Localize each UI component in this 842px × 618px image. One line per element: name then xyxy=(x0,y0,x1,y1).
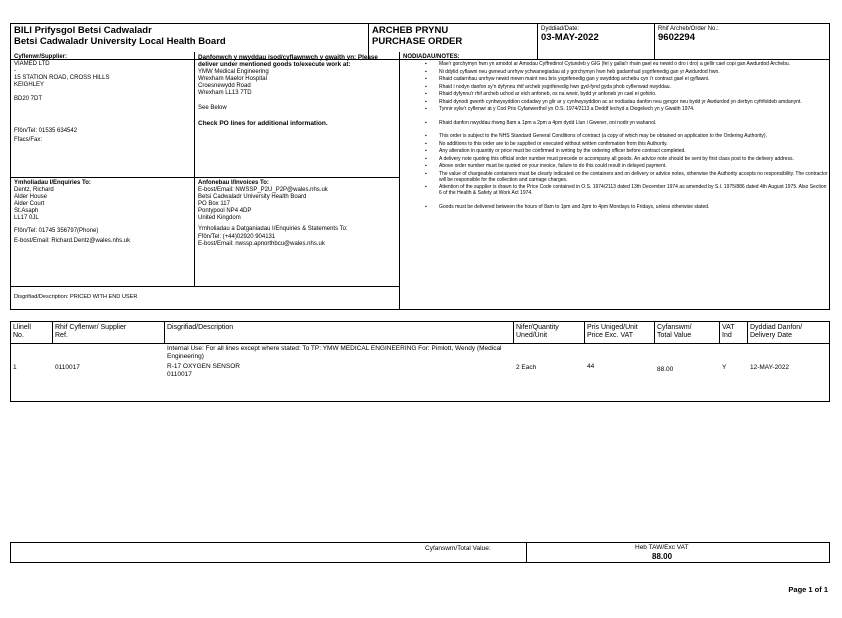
note-item: ▪ Rhaid dyfynnu'r rhif archeb uchod ar eich anfoneb, os na wneir, bydd yr anfoneb yn cael ei gohirio. xyxy=(403,91,828,97)
org-english: Betsi Cadwaladr University Local Health Board xyxy=(14,35,226,47)
date-label: Dyddiad/Date: xyxy=(541,26,580,32)
col-header-date: Dyddiad Danfon/ Delivery Date xyxy=(750,324,803,340)
notes-list-welsh-delivery xyxy=(403,120,828,126)
enquiries-section xyxy=(14,180,192,245)
invoices-heading: Anfonebau I/Invoices To: xyxy=(198,180,269,186)
col-header-total: Cyfanswm/ Total Value xyxy=(655,322,720,344)
row-description: R-17 OXYGEN SENSOR 0110017 xyxy=(167,363,240,378)
note-item: ▪ Mae'r gorchymyn hwn yn amodol ar Amodau Cyffredinol Cytundeb y GIG (fel y gallai'r rhain gael eu newid o dro i dro) a gellir cael copi gan Awdurdod Archebu. xyxy=(403,61,828,67)
supplier-heading: Cyflenwr/Supplier: xyxy=(14,54,68,60)
notes-list-english-delivery xyxy=(403,204,828,210)
delivery-section xyxy=(198,54,396,128)
table-row xyxy=(11,344,829,401)
col-header-price: Pris Uniged/Unit Price Exc. VAT xyxy=(585,322,655,344)
notes-list-english xyxy=(403,133,828,196)
enquiries-heading: Ymholiadau I/Enquiries To: xyxy=(14,180,91,186)
note-item: ▪ Rhaid danfon nwyddau rhwng 8am a 1pm a 2pm a 4pm dydd Llun i Gwener, oni nodir yn wahanol. xyxy=(403,120,828,126)
row-supplier-ref: 0110017 xyxy=(55,364,80,371)
note-item: ▪ Rhaid cadarnhau unrhyw newid mewn maint neu bris ysgrifenedig gan y swyddog archebu cyn i'r contract gael ei gyflawni. xyxy=(403,76,828,82)
row-line-number: 1 xyxy=(13,364,17,371)
divider-h2 xyxy=(11,286,399,287)
col-header-desc: Disgrifiad/Description xyxy=(165,322,514,344)
description-footer: Disgrifiad/Description: PRICED WITH END USER xyxy=(14,294,138,300)
doc-title-welsh: ARCHEB PRYNU xyxy=(372,25,449,36)
row-internal-use: Internal Use: For all lines except where stated: To TP: YMW MEDICAL ENGINEERING For: Pimlott, Wendy (Medical Engineering) xyxy=(167,345,502,360)
org-welsh: BILI Prifysgol Betsi Cadwaladr xyxy=(14,25,152,36)
table-header-row xyxy=(11,322,829,344)
notes-section xyxy=(403,54,828,211)
col-header-line: Llinell No. xyxy=(11,322,53,344)
col-header-ref: Rhif Cyflenwr/ Supplier Ref. xyxy=(53,322,165,344)
note-item: ▪ Tynnir sylw'r cyflenwr at y Cod Pris Cyfanwerthol yn O.S. 1974/2113 a Deddf Iechyd a Diogelwch yn y Gwaith 1974. xyxy=(403,106,828,112)
order-no-label: Rhif Archeb/Order No.: xyxy=(658,26,719,32)
enquiries-email: E-bost/Email: Richard.Dentz@wales.nhs.uk xyxy=(14,237,131,244)
divider-v2 xyxy=(399,52,400,309)
note-item: ▪ Rhaid i nodyn danfon sy'n dyfynnu rhif archeb ysgrifenedig hwn gyd-fynd gyda phob cyflenwad nwyddau. xyxy=(403,84,828,90)
supplier-section xyxy=(14,54,192,144)
row-total-value: 88.00 xyxy=(657,366,674,373)
note-item: ▪ A delivery note quoting this official order number must precede or accompany all goods. An advice note should be sent by first class post to the delivery address. xyxy=(403,156,828,162)
doc-title-english: PURCHASE ORDER xyxy=(372,35,463,47)
invoices-section xyxy=(198,180,396,248)
totals-vat-label: Heb TAW/Exc VAT xyxy=(635,544,689,551)
row-unit-price: 44 xyxy=(587,363,595,370)
supplier-phone: Ffôn/Tel: 01535 634542 xyxy=(14,127,78,134)
delivery-heading: Danfonwch y nwyddau isod/cyflawnwch y gwaith yn: Please deliver under mentioned goods to/execute work at: xyxy=(198,54,378,69)
note-item: ▪ The value of chargeable containers must be clearly indicated on the containers and on delivery or advice notes, otherwise the Authority accepts no responsibility. The contractor will be responsible for the collection and carriage charges. xyxy=(403,171,828,183)
enquiries-phone: Ffôn/Tel: 01745 356797(Phone) xyxy=(14,228,99,235)
totals-box xyxy=(10,542,830,563)
note-item: ▪ Goods must be delivered between the hours of 8am to 1pm and 2pm to 4pm Mondays to Fridays, unless otherwise stated. xyxy=(403,204,828,210)
row-quantity: 2 Each xyxy=(516,364,537,371)
divider-v1 xyxy=(194,52,195,286)
note-item: ▪ Attention of the supplier is drawn to the Price Code contained in O.S. 1974/2113 dated 13th December 1974 as amended by S.I. 1975/886 dated 4th August 1975. Also Section 6 of the Health & Safety at Work Act 1974. xyxy=(403,184,828,196)
supplier-address: VIAMED LTD - 15 STATION ROAD, CROSS HILLS KEIGHLEY BD20 7DT xyxy=(14,61,110,103)
delivery-check-lines: Check PO lines for additional information. xyxy=(198,120,328,128)
col-header-vat: VAT Ind xyxy=(720,322,748,344)
delivery-address: YMW Medical Engineering Wrexham Maelor Hospital Croesnewydd Road Wrexham LL13 7TD xyxy=(198,68,269,97)
divider-h1 xyxy=(11,177,399,178)
note-item: ▪ Any alteration in quantity or price must be confirmed in writing by the ordering officer before contract completed. xyxy=(403,148,828,154)
notes-list-welsh xyxy=(403,61,828,112)
address-block xyxy=(10,52,830,310)
note-item: ▪ Rhaid dynodi gwerth cynhwysyddion codadwy yn glir ar y cynhwysyddion ac ar nodiadau danfon neu gyngor neu bydd yr Awdurdod yn derbyn cyfrifoldeb amdanynt. xyxy=(403,99,828,105)
col-header-qty: Nifer/Quantity Uned/Unit xyxy=(514,322,585,344)
row-delivery-date: 12-MAY-2022 xyxy=(750,364,790,371)
row-vat-ind: Y xyxy=(722,364,727,371)
page-number: Page 1 of 1 xyxy=(788,585,828,594)
line-items-table xyxy=(10,321,830,402)
delivery-see-below: See Below xyxy=(198,105,227,112)
totals-value: 88.00 xyxy=(652,552,673,561)
note-item: ▪ Ni ddylid cyflawni neu gwneud unrhyw ychwanegiadau at y gorchymyn hwn heb gadarnhad ysgrifenedig gan yr Awdurdod hwn. xyxy=(403,69,828,75)
note-item: ▪ Above order number must be quoted on your invoice, failure to do this could result in delayed payment. xyxy=(403,163,828,169)
invoices-address: E-bost/Email: NWSSP_P2U_P2P@wales.nhs.uk Betsi Cadwaladr University Health Board PO Box 117 Pontypool NP4 4DP United Kingdom xyxy=(198,187,328,222)
invoices-statements: Ymholiadau a Datganiadau I/Enquiries & Statements To: Ffôn/Tel: (+44)02920 904131 E-bost/Email: nwssp.apnorthbcu@wales.nhs.uk xyxy=(198,226,348,247)
note-item: ▪ This order is subject to the NHS Standard General Conditions of contract (a copy of which may be obtained on application to the Ordering Authority). xyxy=(403,133,828,139)
date-value: 03-MAY-2022 xyxy=(541,32,599,44)
notes-heading: NODIADAU/NOTES: xyxy=(403,54,460,60)
note-item: ▪ No additions to this order are to be supplied or executed without written confirmation from this Authority. xyxy=(403,141,828,147)
totals-divider xyxy=(526,543,527,562)
supplier-fax: Ffacs/Fax: xyxy=(14,136,43,143)
enquiries-address: Dentz, Richard Alder House Alder Court St.Asaph LL17 0JL xyxy=(14,187,54,222)
order-no-value: 9602294 xyxy=(658,32,695,44)
totals-label: Cyfanswm/Total Value: xyxy=(425,545,491,552)
